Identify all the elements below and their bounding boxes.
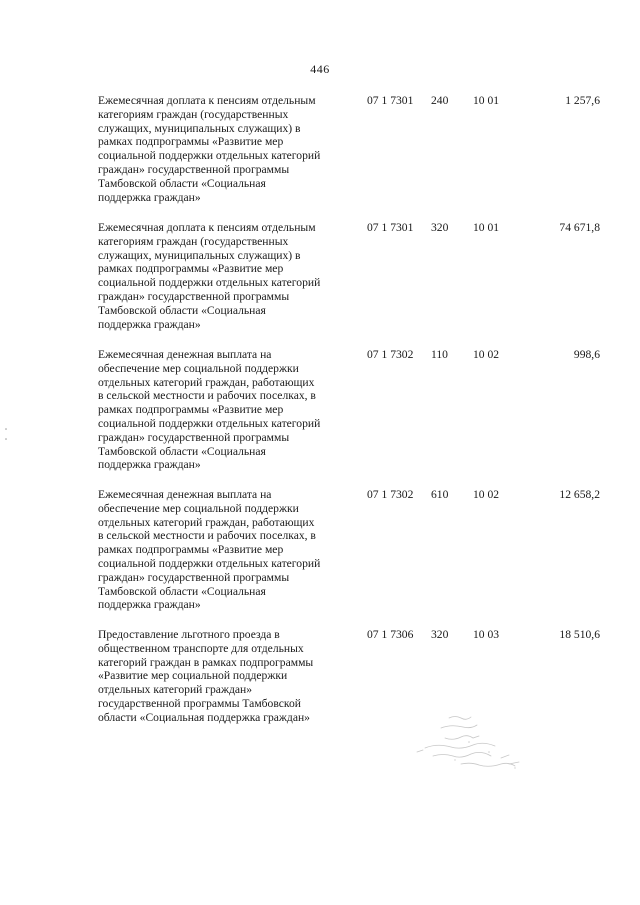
description-line: «Развитие мер социальной поддержки: [98, 669, 288, 683]
target-article-code: 07 1 7301: [367, 94, 414, 107]
section-code: 10 01: [473, 221, 500, 234]
description-line: рамках подпрограммы «Развитие мер: [98, 262, 284, 276]
table-row: [98, 628, 610, 738]
amount: 18 510,6: [559, 628, 600, 641]
expense-type-code: 240: [431, 94, 449, 107]
amount: 12 658,2: [559, 488, 600, 501]
description-line: поддержка граждан»: [98, 317, 201, 331]
description-line: отдельных категорий граждан, работающих: [98, 375, 315, 389]
row-description: [98, 628, 356, 725]
description-line: поддержка граждан»: [98, 458, 201, 472]
description-line: поддержка граждан»: [98, 190, 201, 204]
description-line: служащих, муниципальных служащих) в: [98, 121, 301, 135]
description-line: Тамбовской области «Социальная: [98, 444, 266, 458]
expense-type-code: 110: [431, 348, 448, 361]
target-article-code: 07 1 7302: [367, 488, 414, 501]
table-row: [98, 94, 610, 219]
section-code: 10 02: [473, 488, 500, 501]
description-line: граждан» государственной программы: [98, 162, 290, 176]
description-line: в сельской местности и рабочих поселках, в: [98, 389, 316, 403]
description-line: социальной поддержки отдельных категорий: [98, 416, 321, 430]
description-line: Тамбовской области «Социальная: [98, 584, 266, 598]
section-code: 10 03: [473, 628, 500, 641]
budget-table: [98, 94, 610, 740]
description-line: категорий граждан в рамках подпрограммы: [98, 655, 314, 669]
description-line: государственной программы Тамбовской: [98, 696, 301, 710]
expense-type-code: 320: [431, 628, 449, 641]
amount: 74 671,8: [559, 221, 600, 234]
description-line: граждан» государственной программы: [98, 570, 290, 584]
description-line: обеспечение мер социальной поддержки: [98, 361, 299, 375]
description-line: Предоставление льготного проезда в: [98, 628, 280, 641]
description-line: Ежемесячная доплата к пенсиям отдельным: [98, 221, 316, 234]
amount: 998,6: [573, 348, 600, 361]
table-row: [98, 348, 610, 486]
description-line: отдельных категорий граждан»: [98, 683, 253, 697]
description-line: рамках подпрограммы «Развитие мер: [98, 403, 284, 417]
description-line: служащих, муниципальных служащих) в: [98, 248, 301, 262]
expense-type-code: 320: [431, 221, 449, 234]
section-code: 10 01: [473, 94, 500, 107]
amount: 1 257,6: [565, 94, 600, 107]
stamp-marks: [405, 712, 533, 774]
description-line: общественном транспорте для отдельных: [98, 641, 304, 655]
description-line: социальной поддержки отдельных категорий: [98, 149, 321, 163]
description-line: социальной поддержки отдельных категорий: [98, 276, 321, 290]
description-line: граждан» государственной программы: [98, 289, 290, 303]
description-line: категориям граждан (государственных: [98, 234, 289, 248]
description-line: отдельных категорий граждан, работающих: [98, 515, 315, 529]
description-line: поддержка граждан»: [98, 598, 201, 612]
description-line: граждан» государственной программы: [98, 430, 290, 444]
row-description: [98, 488, 356, 612]
page-number: 446: [310, 62, 330, 76]
target-article-code: 07 1 7306: [367, 628, 414, 641]
section-code: 10 02: [473, 348, 500, 361]
row-description: [98, 348, 356, 472]
description-line: рамках подпрограммы «Развитие мер: [98, 135, 284, 149]
description-line: рамках подпрограммы «Развитие мер: [98, 543, 284, 557]
description-line: Ежемесячная доплата к пенсиям отдельным: [98, 94, 316, 107]
description-line: Ежемесячная денежная выплата на: [98, 348, 272, 361]
row-description: [98, 94, 356, 204]
description-line: в сельской местности и рабочих поселках, в: [98, 529, 316, 543]
description-line: категориям граждан (государственных: [98, 107, 289, 121]
target-article-code: 07 1 7302: [367, 348, 414, 361]
description-line: области «Социальная поддержка граждан»: [98, 710, 310, 724]
target-article-code: 07 1 7301: [367, 221, 414, 234]
description-line: социальной поддержки отдельных категорий: [98, 556, 321, 570]
description-line: Тамбовской области «Социальная: [98, 176, 266, 190]
description-line: Тамбовской области «Социальная: [98, 303, 266, 317]
table-row: [98, 221, 610, 346]
table-row: [98, 488, 610, 626]
expense-type-code: 610: [431, 488, 449, 501]
description-line: Ежемесячная денежная выплата на: [98, 488, 272, 501]
row-description: [98, 221, 356, 331]
description-line: обеспечение мер социальной поддержки: [98, 501, 299, 515]
scan-edge-marks: [4, 425, 8, 445]
